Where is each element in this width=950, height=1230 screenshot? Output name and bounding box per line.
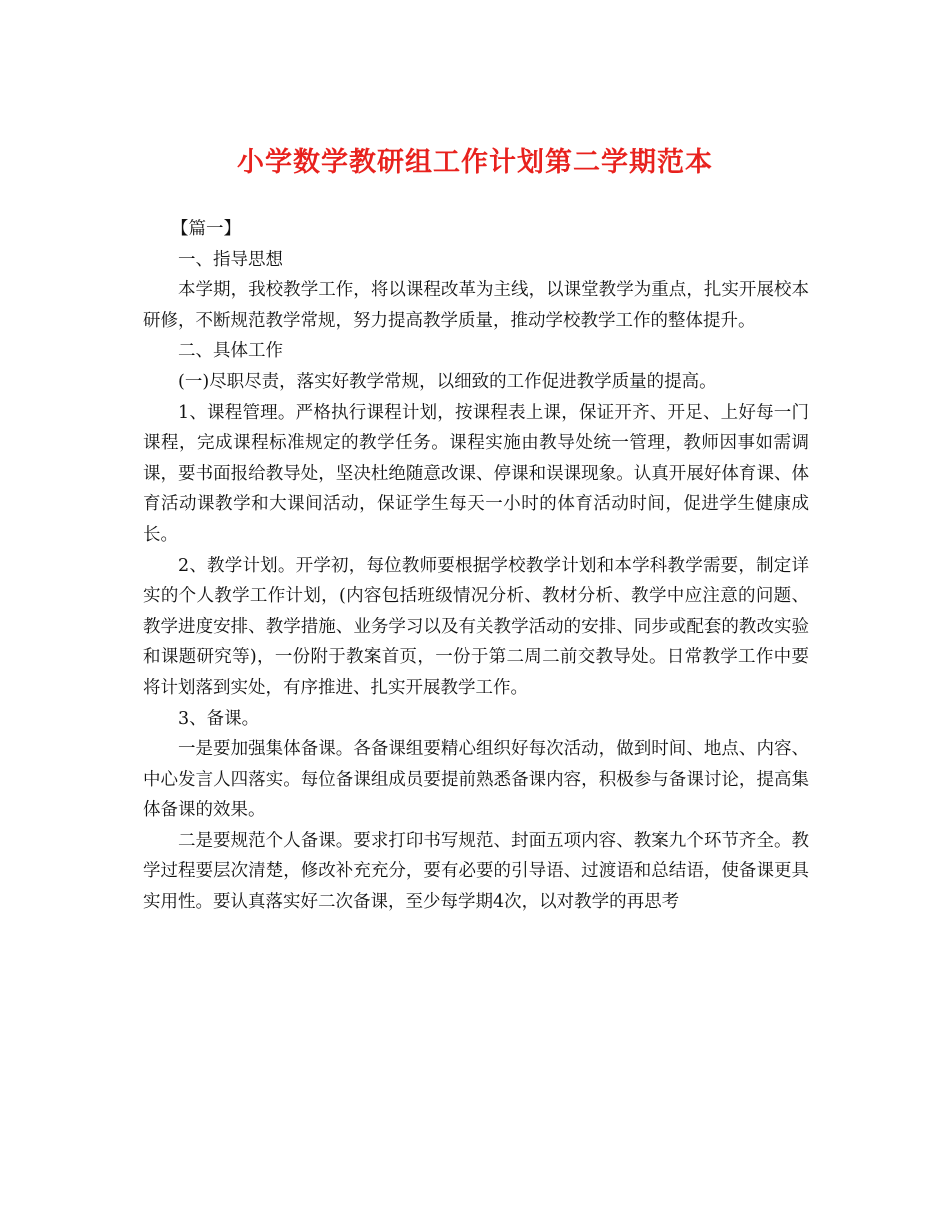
paragraph-collective-preparation: 一是要加强集体备课。各备课组要精心组织好每次活动，做到时间、地点、内容、中心发言人四落实。每位备课组成员要提前熟悉备课内容，积极参与备课讨论，提高集体备课的效果。 [143,739,809,821]
section-tag: 【篇一】 [171,219,241,239]
paragraph-individual-preparation: 二是要规范个人备课。要求打印书写规范、封面五项内容、教案九个环节齐全。教学过程要层次清楚，修改补充充分，要有必要的引导语、过渡语和总结语，使备课更具实用性。要认真落实好二次备课，至少每学期4次，以对教学的再思考 [143,830,809,913]
heading-lesson-preparation: 3、备课。 [178,708,260,729]
subheading-teaching-routine: (一)尽职尽责，落实好教学常规，以细致的工作促进教学质量的提高。 [178,371,717,392]
document-body [143,214,809,918]
paragraph-teaching-plan: 2、教学计划。开学初，每位教师要根据学校教学计划和本学科教学需要，制定详实的个人教学工作计划，(内容包括班级情况分析、教材分析、教学中应注意的问题、教学进度安排、教学措施、业务学习以及有关教学活动的安排、同步或配套的教改实验和课题研究等)，一份附于教案首页，一份于第二周二前交教导处。日常教学工作中要将计划落到实处，有序推进、扎实开展教学工作。 [143,555,809,698]
paragraph-guiding-ideology: 本学期，我校教学工作，将以课程改革为主线，以课堂教学为重点，扎实开展校本研修，不断规范教学常规，努力提高教学质量，推动学校教学工作的整体提升。 [143,280,809,331]
paragraph-course-management: 1、课程管理。严格执行课程计划，按课程表上课，保证开齐、开足、上好每一门课程，完成课程标准规定的教学任务。课程实施由教导处统一管理，教师因事如需调课，要书面报给教导处，坚决杜绝随意改课、停课和误课现象。认真开展好体育课、体育活动课教学和大课间活动，保证学生每天一小时的体育活动时间，促进学生健康成长。 [143,402,809,545]
heading-specific-work: 二、具体工作 [178,341,283,362]
heading-guiding-ideology: 一、指导思想 [178,249,283,270]
document-title: 小学数学教研组工作计划第二学期范本 [237,147,713,178]
